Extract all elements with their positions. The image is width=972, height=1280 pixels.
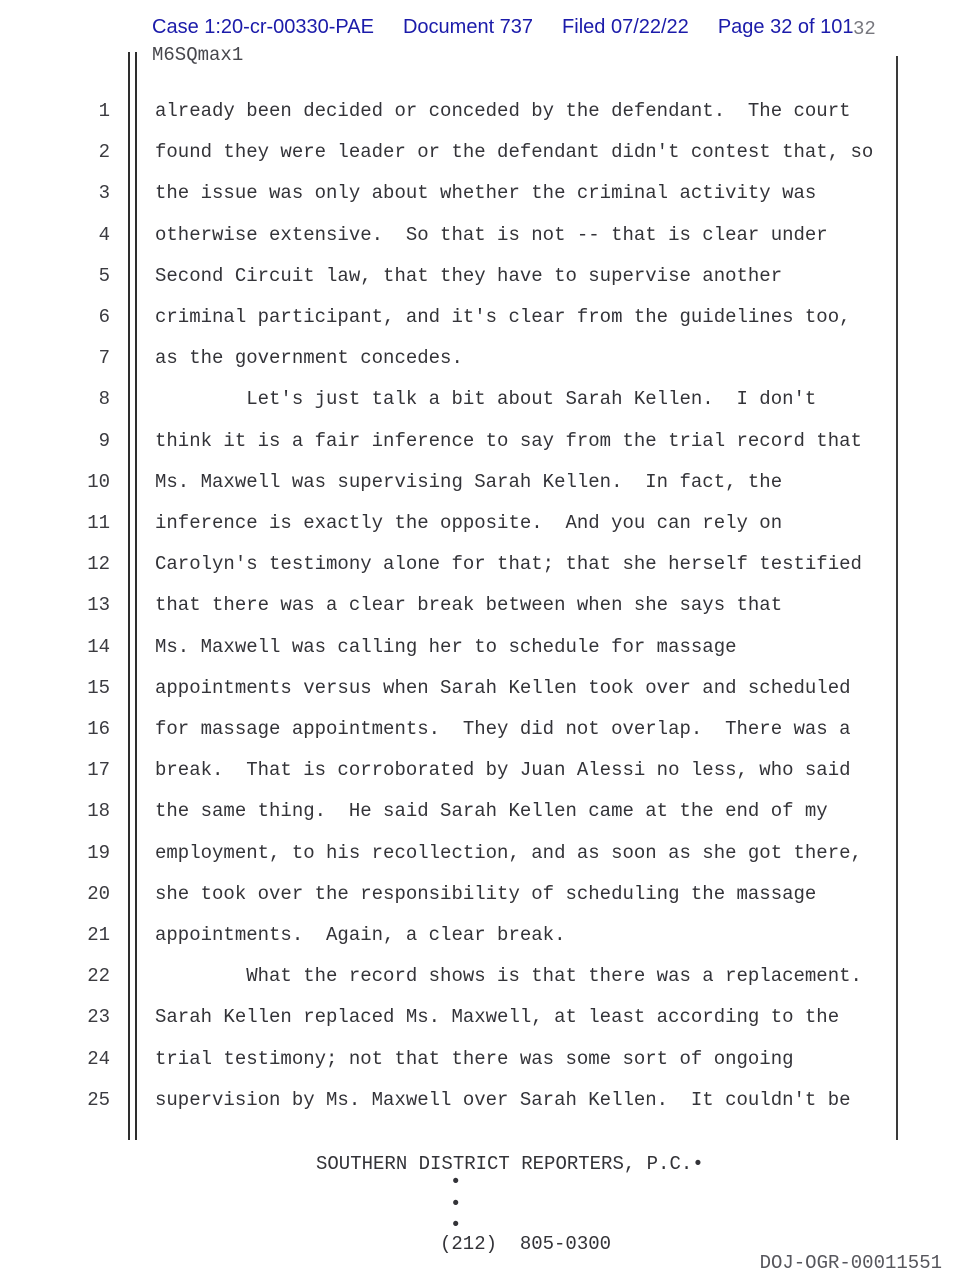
transcript-line-text: the same thing. He said Sarah Kellen came at the end of my [155,800,828,823]
transcript-line-row [40,421,873,462]
transcript-line-text: for massage appointments. They did not overlap. There was a [155,718,851,741]
line-number: 13 [87,594,110,617]
transcript-line-row [40,627,873,668]
transcript-line-text: criminal participant, and it's clear from the guidelines too, [155,306,851,329]
transcript-line-row [40,462,873,503]
transcript-line-row [40,997,873,1038]
line-number: 2 [98,141,110,164]
line-number: 15 [87,676,110,699]
transcript-line-row [40,503,873,544]
transcript-line-row [40,833,873,874]
filed-date: Filed 07/22/22 [562,16,689,38]
transcript-line-row [40,585,873,626]
line-number: 9 [98,429,110,452]
transcript-line-text: Let's just talk a bit about Sarah Kellen. I don't [155,388,817,411]
reporter-phone: (212) 805-0300 [440,1233,612,1255]
transcript-body [40,91,873,1121]
transcript-line-text: found they were leader or the defendant didn't contest that, so [155,141,874,164]
transcript-line-text: Carolyn's testimony alone for that; that she herself testified [155,553,862,576]
transcript-line-text: Ms. Maxwell was calling her to schedule for massage [155,635,737,658]
transcript-line-row [40,379,873,420]
transcript-line-text: appointments versus when Sarah Kellen took over and scheduled [155,676,851,699]
document-number: Document 737 [402,16,534,38]
line-number: 8 [98,388,110,411]
transcript-line-row [40,297,873,338]
line-number: 24 [87,1047,110,1070]
reporter-name: SOUTHERN DISTRICT REPORTERS, P.C.• [316,1153,704,1175]
transcript-line-text: Sarah Kellen replaced Ms. Maxwell, at least according to the [155,1006,840,1029]
transcript-line-text: think it is a fair inference to say from the trial record that [155,429,862,452]
line-number: 21 [87,924,110,947]
transcript-id: M6SQmax1 [152,44,244,66]
line-number: 19 [87,841,110,864]
line-number: 5 [98,264,110,287]
transcript-line-text: already been decided or conceded by the defendant. The court [155,100,851,122]
line-number: 1 [98,100,110,122]
transcript-line-row [40,215,873,256]
transcript-line-text: inference is exactly the opposite. And you can rely on [155,512,783,535]
transcript-line-row [40,256,873,297]
transcript-line-row [40,915,873,956]
transcript-line-text: she took over the responsibility of scheduling the massage [155,882,817,905]
line-number: 6 [98,306,110,329]
line-number: 18 [87,800,110,823]
line-number: 23 [87,1006,110,1029]
transcript-line-text: supervision by Ms. Maxwell over Sarah Kellen. It couldn't be [155,1088,851,1111]
transcript-line-text: Second Circuit law, that they have to supervise another [155,264,783,287]
transcript-line-row [40,791,873,832]
line-number: 7 [98,347,110,370]
case-number: Case 1:20-cr-00330-PAE [152,16,374,38]
line-number: 11 [87,512,110,535]
footer-bullet-column [450,1172,461,1237]
line-number: 3 [98,182,110,205]
transcript-line-row [40,750,873,791]
transcript-line-text: the issue was only about whether the criminal activity was [155,182,817,205]
transcript-line-text: appointments. Again, a clear break. [155,924,566,947]
transcript-line-text: that there was a clear break between when she says that [155,594,783,617]
line-number: 20 [87,882,110,905]
transcript-line-text: What the record shows is that there was a replacement. [155,965,862,988]
transcript-line-row [40,709,873,750]
bullet-dot: • [450,1192,462,1215]
transcript-line-row [40,338,873,379]
transcript-line-row [40,132,873,173]
transcript-line-row [40,173,873,214]
line-number: 25 [87,1088,110,1111]
transcript-line-row [40,874,873,915]
transcript-line-text: employment, to his recollection, and as soon as she got there, [155,841,862,864]
bates-number: DOJ-OGR-00011551 [759,1252,942,1274]
line-number: 12 [87,553,110,576]
line-number: 16 [87,718,110,741]
line-number: 4 [98,223,110,246]
line-number: 22 [87,965,110,988]
line-number: 10 [87,470,110,493]
right-rule [896,56,898,1140]
transcript-line-text: otherwise extensive. So that is not -- that is clear under [155,223,828,246]
transcript-line-row [40,956,873,997]
transcript-line-text: as the government concedes. [155,347,463,370]
transcript-line-row [40,544,873,585]
bullet-dot: • [450,1171,462,1193]
case-header-stamp [152,16,854,39]
line-number: 17 [87,759,110,782]
transcript-line-text: Ms. Maxwell was supervising Sarah Kellen. In fact, the [155,470,783,493]
transcript-line-row [40,1039,873,1080]
transcript-line-row [40,668,873,709]
transcript-line-text: trial testimony; not that there was some sort of ongoing [155,1047,794,1070]
page-info: Page 32 of 101 [717,16,854,38]
line-number: 14 [87,635,110,658]
transcript-line-row [40,91,873,132]
transcript-line-row [40,1080,873,1121]
corner-page-number: 32 [853,18,876,40]
bullet-dot: • [450,1214,462,1236]
transcript-line-text: break. That is corroborated by Juan Alessi no less, who said [155,759,851,782]
